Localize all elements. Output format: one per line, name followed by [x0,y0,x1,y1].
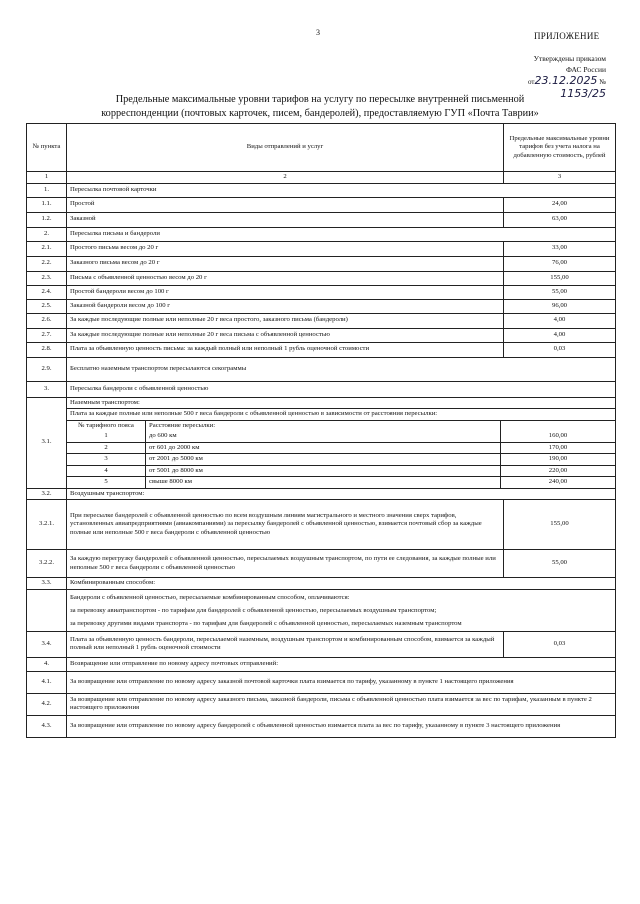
simple-rows [27,183,616,397]
row-number: 1.1. [27,197,67,212]
row-3-1-number: 3.1. [27,397,67,488]
row-value: 33,00 [504,241,616,256]
zone-tariff: 220,00 [501,465,616,477]
zone-number: 2 [67,442,146,454]
zone-header: № тарифного пояса [67,420,146,431]
row-text: За каждые последующие полные или неполные 20 г веса письма с объявленной ценностью [67,328,504,342]
table-row [27,271,616,285]
row-3-2-number: 3.2. [27,488,67,500]
row-3-2-2-number: 3.2.2. [27,550,67,578]
row-text: Пересылка письма и бандероли [67,227,616,241]
column-number-3: 3 [504,172,616,184]
row-3-4-number: 3.4. [27,631,67,657]
zone-number: 1 [67,431,146,442]
table-row [27,328,616,342]
approval-line-2: ФАС России [566,65,606,74]
row-4-2-number: 4.2. [27,693,67,715]
row-value: 96,00 [504,299,616,313]
row-number: 2.8. [27,342,67,357]
row-text: Простого письма весом до 20 г [67,241,504,256]
column-number-1: 1 [27,172,67,184]
appendix-label: ПРИЛОЖЕНИЕ [534,31,600,41]
row-text: Заказной бандероли весом до 100 г [67,299,504,313]
table-row [27,183,616,197]
zone-distance: от 5001 до 8000 км [146,465,501,477]
row-4-1-number: 4.1. [27,671,67,693]
row-3-2-1-number: 3.2.1. [27,500,67,550]
zone-number: 3 [67,454,146,466]
row-3-3-text: Комбинированным способом: [67,578,616,590]
row-3-2-2-text: За каждую перегрузку бандеролей с объявленной ценностью, пересылаемых воздушным транспортом, по пути ее следования, за каждые полные или неполные 500 г веса бандероли с объявленной ценностью [67,550,504,578]
approval-number: 1153/25 [560,87,606,100]
approval-from-prefix: от [527,78,535,86]
row-text: Плата за объявленную ценность письма: за каждый полный или неполный 1 рубль оценочной стоимости [67,342,504,357]
row-3-3-lines [67,589,616,631]
zone-row [67,465,615,477]
row-value: 24,00 [504,197,616,212]
zone-distance: от 601 до 2000 км [146,442,501,454]
header-tariff: Предельные максимальные уровни тарифов без учета налога на добавленную стоимость, рублей [504,124,616,172]
approval-no-prefix: № [599,78,606,86]
row-4-3-text: За возвращение или отправление по новому адресу бандеролей с объявленной ценностью взимается плата за вес по тарифу, указанному в пункте 3 настоящего приложения [67,715,616,737]
table-row [27,256,616,271]
zone-rows [67,431,615,488]
row-3-3-empty [27,589,67,631]
row-3-3-line-3: за перевозку другими видами транспорта - по тарифам для бандеролей с объявленной ценностью, пересылаемых наземным транспортом [70,619,462,627]
table-row [27,299,616,313]
table-row [27,342,616,357]
row-number: 2.9. [27,357,67,381]
header-item-number: № пункта [27,124,67,172]
row-number: 2.7. [27,328,67,342]
row-3-3-line-1: Бандероли с объявленной ценностью, пересылаемые комбинированным способом, оплачиваются: [70,593,350,601]
row-3-1-title: Наземным транспортом: [67,398,615,409]
row-number: 2. [27,227,67,241]
zone-tariff: 240,00 [501,477,616,488]
row-4-number: 4. [27,657,67,671]
row-value: 76,00 [504,256,616,271]
table-row [27,197,616,212]
row-3-4-value: 0,03 [504,631,616,657]
row-text: Пересылка почтовой карточки [67,183,616,197]
table-row [27,241,616,256]
row-number: 2.5. [27,299,67,313]
row-text: Бесплатно наземным транспортом пересылаются секограммы [67,357,616,381]
row-3-2-text: Воздушным транспортом: [67,488,616,500]
row-text: За каждые последующие полные или неполные 20 г веса простого, заказного письма (бандероли) [67,313,504,328]
row-text: Простой [67,197,504,212]
zone-number: 4 [67,465,146,477]
row-4-3-number: 4.3. [27,715,67,737]
zone-distance: свыше 8000 км [146,477,501,488]
row-4-1-text: За возвращение или отправление по новому адресу заказной почтовой карточки плата взимается по тарифу, указанному в пункте 1 настоящего приложения [67,671,616,693]
row-text: Письма с объявленной ценностью весом до 20 г [67,271,504,285]
zone-row [67,431,615,442]
row-3-3-line-2: за перевозку авиатранспортом - по тарифам для бандеролей с объявленной ценностью, пересылаемых воздушным транспортом; [70,606,437,614]
row-number: 2.4. [27,285,67,299]
row-number: 3. [27,381,67,397]
zone-distance: до 600 км [146,431,501,442]
row-3-4-text: Плата за объявленную ценность бандероли, пересылаемой наземным, воздушным транспортом и комбинированным способом, взимается за каждый полный или неполный 1 рубль оценочной стоимости [67,631,504,657]
zone-distance: от 2001 до 5000 км [146,454,501,466]
row-3-1-note: Плата за каждые полные или неполные 500 г веса бандероли с объявленной ценностью в зависимости от расстояния пересылки: [67,409,615,421]
row-3-2-1-text: При пересылке бандеролей с объявленной ценностью по всем воздушным линиям магистрального и местного значения сверх тарифов, установленных авиапредприятиями (авиакомпаниями) за пересылку бандеролей с объявленной ценностью, взимается почтовый сбор за каждые полные или неполные 500 г веса бандероли с объявленной ценностью [67,500,504,550]
column-number-2: 2 [67,172,504,184]
row-number: 1.2. [27,212,67,227]
row-value: 4,00 [504,328,616,342]
row-text: Заказной [67,212,504,227]
page-number: 3 [316,28,320,37]
row-value: 0,03 [504,342,616,357]
row-number: 2.1. [27,241,67,256]
zone-tariff: 170,00 [501,442,616,454]
zone-tariff: 190,00 [501,454,616,466]
table-row [27,381,616,397]
zone-row [67,454,615,466]
document-title: Предельные максимальные уровни тарифов на услугу по пересылке внутренней письменной корреспонденции (почтовых карточек, писем, бандеролей), предоставляемую ГУП «Почта Таврии» [101,94,539,119]
table-row [27,285,616,299]
row-text: Пересылка бандероли с объявленной ценностью [67,381,616,397]
tariff-table [26,123,616,738]
row-value: 4,00 [504,313,616,328]
row-number: 1. [27,183,67,197]
approval-date: 23.12.2025 [534,74,598,87]
zone-number: 5 [67,477,146,488]
table-row [27,227,616,241]
row-3-2-1-value: 155,00 [504,500,616,550]
row-4-text: Возвращение или отправление по новому адресу почтовых отправлений: [67,657,616,671]
row-number: 2.6. [27,313,67,328]
row-value: 63,00 [504,212,616,227]
zone-row [67,442,615,454]
row-value: 155,00 [504,271,616,285]
table-row [27,212,616,227]
header-services: Виды отправлений и услуг [67,124,504,172]
zone-row [67,477,615,488]
distance-header: Расстояние пересылки: [146,420,501,431]
row-number: 2.3. [27,271,67,285]
row-text: Заказного письма весом до 20 г [67,256,504,271]
row-number: 2.2. [27,256,67,271]
zone-header-value [501,420,616,431]
row-value: 55,00 [504,285,616,299]
zone-tariff: 160,00 [501,431,616,442]
row-3-2-2-value: 55,00 [504,550,616,578]
row-4-2-text: За возвращение или отправление по новому адресу заказного письма, заказной бандероли, письма с объявленной ценностью плата взимается за вес по тарифам, указанным в пункте 2 настоящего приложения [67,693,616,715]
approval-line-1: Утверждены приказом [533,54,606,63]
row-3-3-number: 3.3. [27,578,67,590]
table-row [27,313,616,328]
row-3-1-content [67,397,616,488]
table-row [27,357,616,381]
row-text: Простой бандероли весом до 100 г [67,285,504,299]
